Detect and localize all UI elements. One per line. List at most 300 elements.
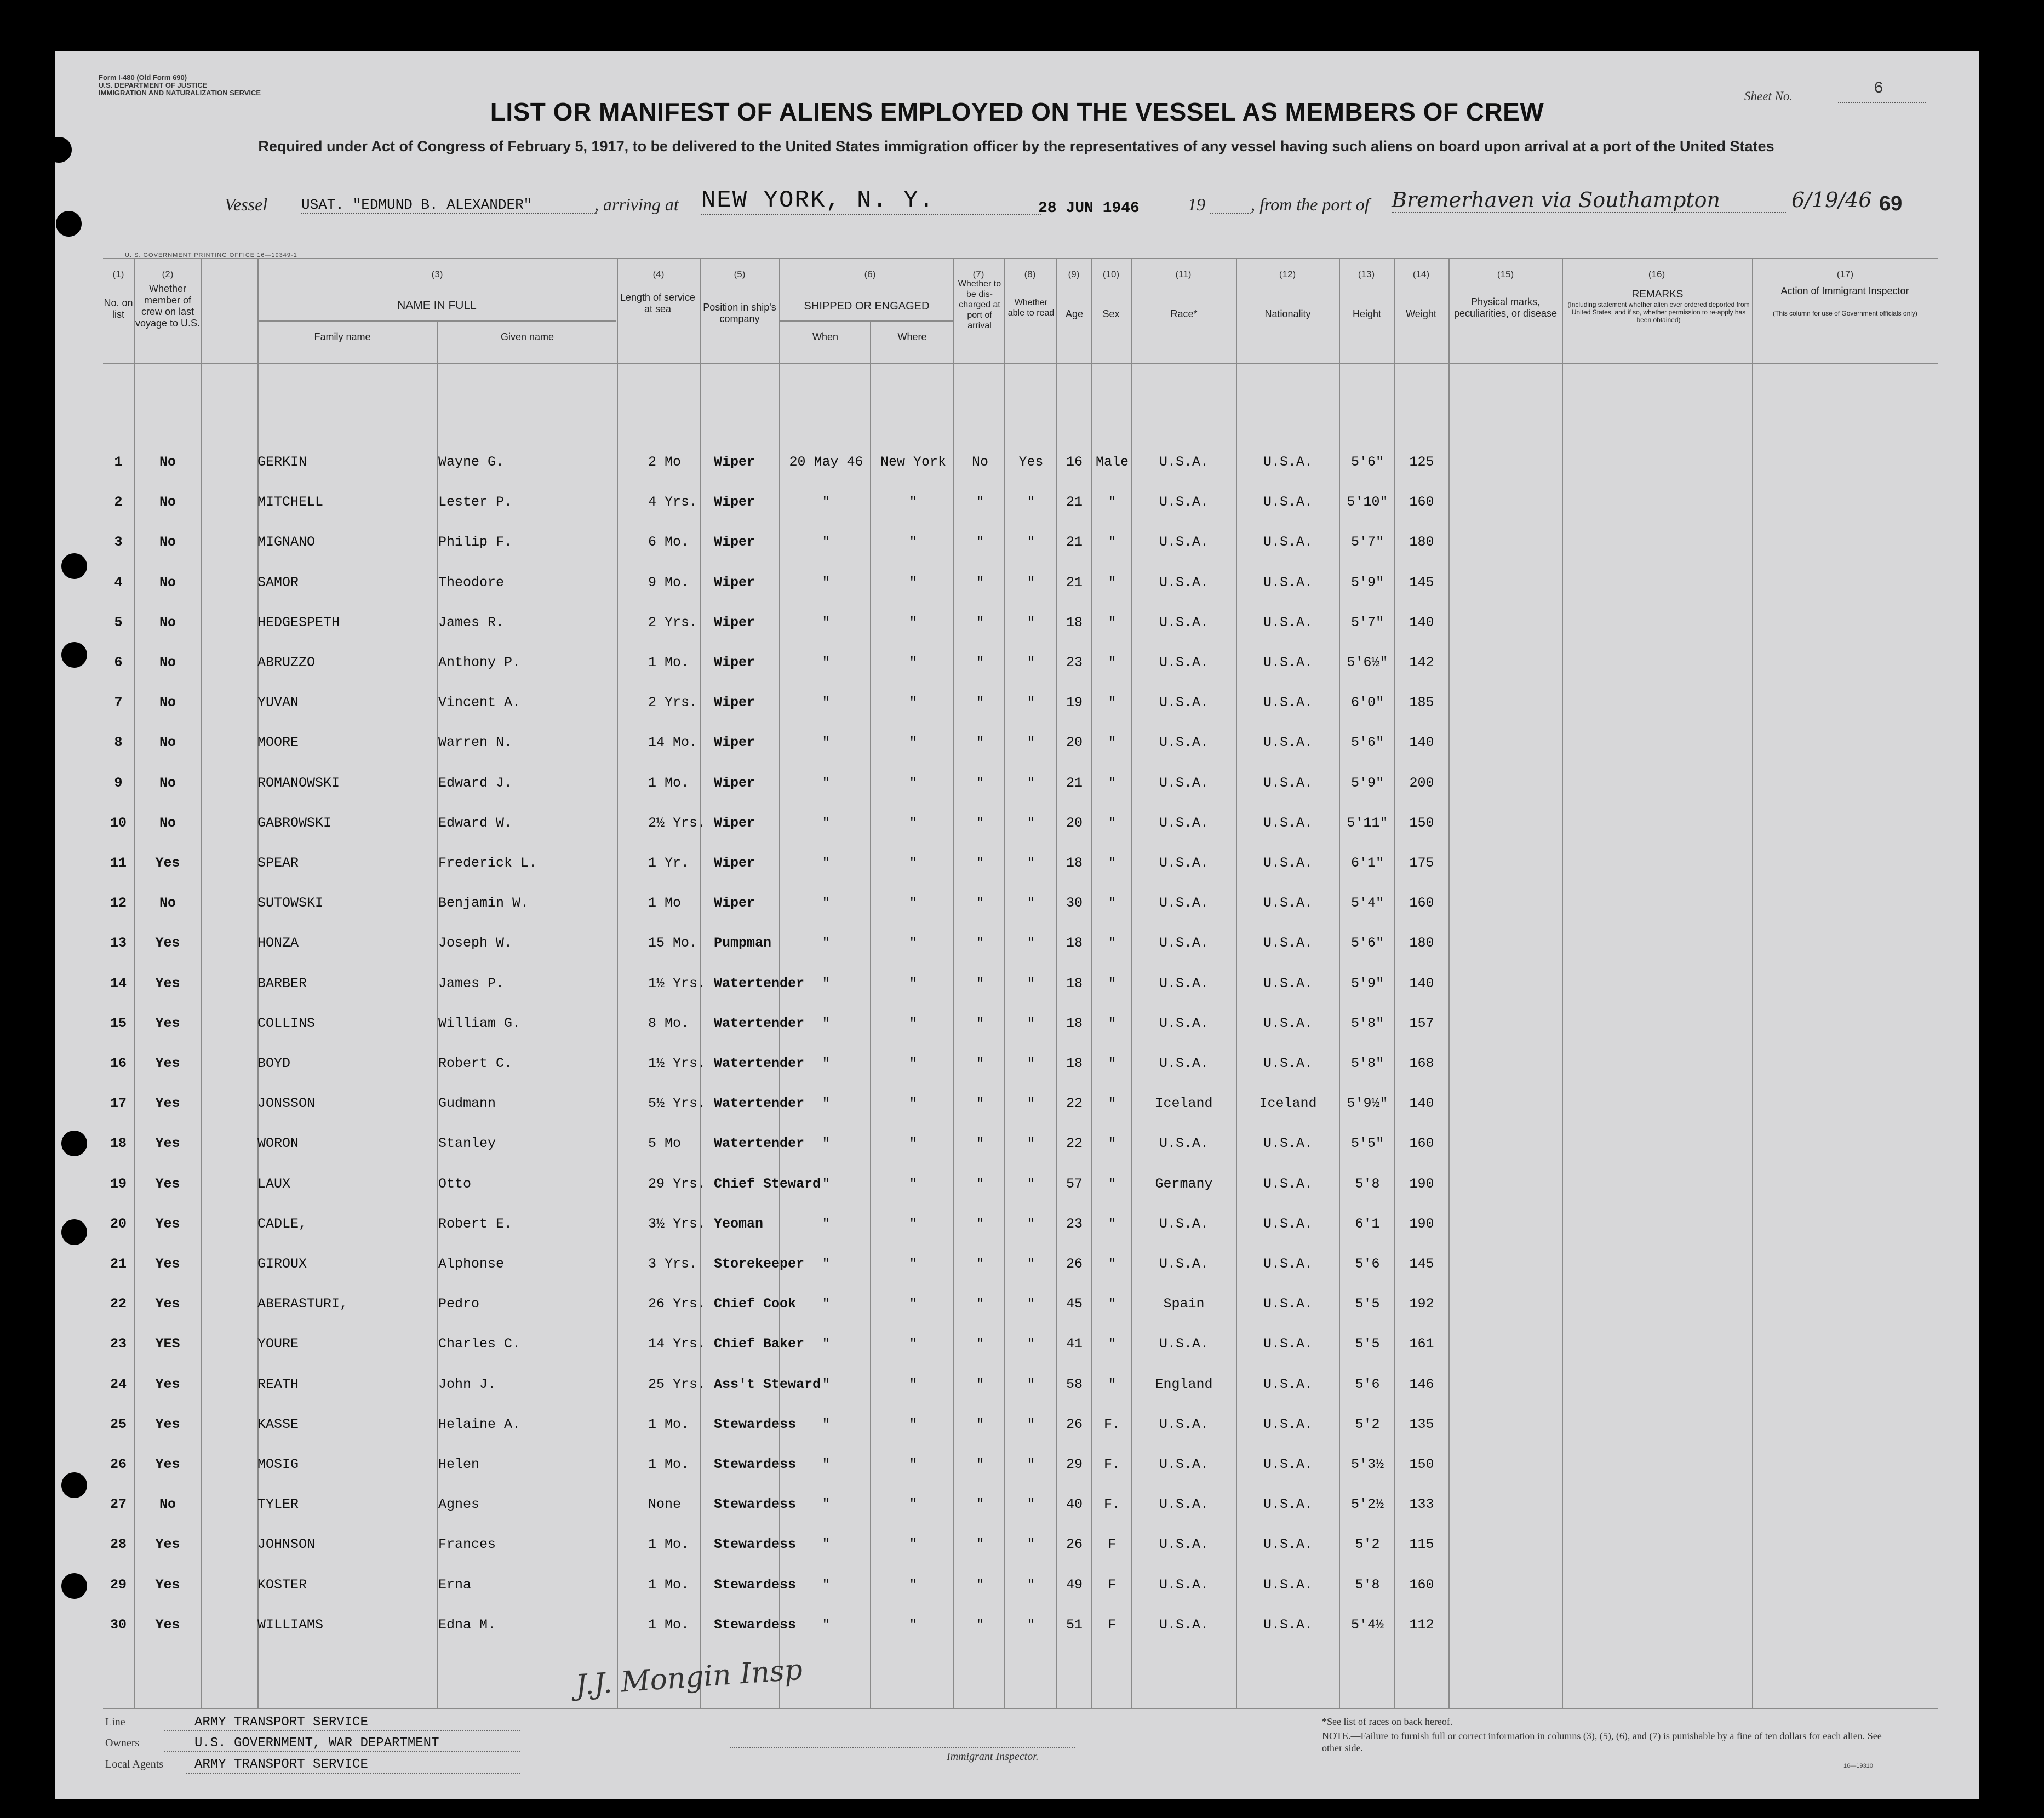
discharged-cell: " (976, 574, 984, 590)
given-name-cell: Frederick L. (438, 855, 537, 871)
table-row (103, 886, 1938, 926)
age-cell: 21 (1066, 574, 1083, 590)
table-row (103, 967, 1938, 1007)
service-length-cell: 1 Mo. (648, 1416, 690, 1432)
able-to-read-cell: " (1027, 1336, 1035, 1352)
service-length-cell: 4 Yrs. (648, 494, 698, 511)
service-length-cell: 1 Yr. (648, 855, 690, 871)
age-cell: 22 (1066, 1096, 1083, 1112)
punch-hole (61, 1219, 87, 1245)
service-length-cell: 5 Mo (648, 1135, 682, 1152)
sex-cell: " (1108, 1015, 1117, 1031)
last-voyage-cell: No (159, 534, 176, 550)
last-voyage-cell: No (159, 775, 176, 791)
table-row (103, 806, 1938, 846)
nationality-cell: U.S.A. (1263, 614, 1313, 630)
able-to-read-cell: " (1027, 895, 1035, 911)
able-to-read-cell: " (1027, 1256, 1035, 1272)
given-name-cell: Frances (438, 1536, 496, 1553)
able-to-read-cell: " (1027, 735, 1035, 751)
table-row (103, 846, 1938, 886)
shipped-where-cell: " (909, 1496, 918, 1513)
height-cell: 5'2 (1355, 1536, 1380, 1553)
height-cell: 6'0" (1350, 695, 1384, 711)
position-cell: Wiper (714, 655, 755, 670)
row-number: 2 (114, 494, 123, 511)
col-header-age: Age (1065, 308, 1084, 319)
table-row (103, 1488, 1938, 1528)
sex-cell: " (1108, 574, 1117, 590)
col-header-able-to-read: Whether able to read (1007, 298, 1055, 318)
table-row (103, 686, 1938, 726)
column-number: (1) (112, 269, 124, 279)
age-cell: 26 (1066, 1256, 1083, 1272)
row-number: 19 (110, 1175, 127, 1192)
position-cell: Wiper (714, 614, 755, 630)
discharged-cell: " (976, 855, 984, 871)
shipped-when-cell: 20 May 46 (789, 454, 863, 470)
row-number: 6 (114, 655, 123, 670)
sex-cell: " (1108, 614, 1117, 630)
sex-cell: " (1108, 695, 1117, 711)
race-cell: U.S.A. (1159, 574, 1209, 590)
given-name-cell: Vincent A. (438, 695, 521, 711)
height-cell: 5'5 (1355, 1296, 1380, 1312)
family-name-cell: COLLINS (257, 1015, 316, 1031)
shipped-when-cell: " (822, 655, 831, 670)
shipped-when-cell: " (822, 1135, 831, 1152)
able-to-read-cell: " (1027, 1456, 1035, 1472)
weight-cell: 160 (1409, 494, 1434, 511)
weight-cell: 140 (1409, 975, 1434, 991)
position-cell: Storekeeper (714, 1256, 805, 1272)
service-length-cell: 1 Mo (648, 895, 682, 911)
discharged-cell: " (976, 935, 984, 951)
able-to-read-cell: " (1027, 655, 1035, 670)
position-cell: Watertender (714, 1015, 805, 1031)
family-name-cell: YUVAN (257, 695, 299, 711)
shipped-where-cell: " (909, 1135, 918, 1152)
discharged-cell: " (976, 815, 984, 831)
column-number: (6) (864, 269, 876, 279)
col-header-weight: Weight (1406, 308, 1436, 319)
height-cell: 5'8 (1355, 1576, 1380, 1593)
weight-cell: 115 (1409, 1536, 1434, 1553)
row-number: 24 (110, 1376, 127, 1392)
service-length-cell: 15 Mo. (648, 935, 698, 951)
weight-cell: 160 (1409, 1135, 1434, 1152)
col-header-position: Position in ship's company (703, 302, 776, 324)
race-cell: U.S.A. (1159, 895, 1209, 911)
height-cell: 5'9" (1350, 975, 1384, 991)
position-cell: Stewardess (714, 1576, 797, 1593)
height-cell: 5'4" (1350, 895, 1384, 911)
last-voyage-cell: No (159, 614, 176, 630)
last-voyage-cell: No (159, 655, 176, 670)
service-length-cell: None (648, 1496, 682, 1513)
height-cell: 5'5 (1355, 1336, 1380, 1352)
family-name-cell: SPEAR (257, 855, 299, 871)
race-cell: U.S.A. (1159, 1135, 1209, 1152)
shipped-where-cell: " (909, 1416, 918, 1432)
shipped-when-cell: " (822, 975, 831, 991)
service-length-cell: 2 Mo (648, 454, 682, 470)
shipped-where-cell: " (909, 534, 918, 550)
shipped-where-cell: " (909, 1096, 918, 1112)
shipped-when-cell: " (822, 815, 831, 831)
weight-cell: 135 (1409, 1416, 1434, 1432)
row-number: 15 (110, 1015, 127, 1031)
position-cell: Wiper (714, 695, 755, 711)
row-number: 28 (110, 1536, 127, 1553)
service-length-cell: 1 Mo. (648, 655, 690, 670)
nationality-cell: U.S.A. (1263, 574, 1313, 590)
sex-cell: " (1108, 1296, 1117, 1312)
last-voyage-cell: Yes (155, 1015, 180, 1031)
family-name-cell: MITCHELL (257, 494, 324, 511)
column-number: (10) (1102, 269, 1120, 279)
service-length-cell: 1½ Yrs. (648, 975, 706, 991)
shipped-when-cell: " (822, 1416, 831, 1432)
arriving-port: NEW YORK, N. Y. (701, 187, 1041, 215)
vessel-label: Vessel (225, 194, 268, 214)
shipped-when-cell: " (822, 1496, 831, 1513)
sex-cell: F (1108, 1616, 1117, 1633)
height-cell: 5'6 (1355, 1256, 1380, 1272)
nationality-cell: U.S.A. (1263, 1416, 1313, 1432)
nationality-cell: Iceland (1259, 1096, 1317, 1112)
family-name-cell: CADLE, (257, 1215, 307, 1232)
height-cell: 5'6" (1350, 735, 1384, 751)
race-cell: U.S.A. (1159, 1536, 1209, 1553)
sex-cell: " (1108, 494, 1117, 511)
shipped-when-cell: " (822, 1296, 831, 1312)
manifest-sheet (55, 51, 1979, 1799)
col-header-height: Height (1352, 308, 1382, 319)
shipped-where-cell: " (909, 614, 918, 630)
column-number: (17) (1836, 269, 1854, 279)
race-cell: Iceland (1155, 1096, 1213, 1112)
position-cell: Yeoman (714, 1215, 764, 1232)
race-cell: U.S.A. (1159, 1256, 1209, 1272)
given-name-cell: Robert C. (438, 1056, 513, 1071)
service-length-cell: 14 Yrs. (648, 1336, 706, 1352)
height-cell: 5'4½ (1350, 1616, 1384, 1633)
race-cell: U.S.A. (1159, 975, 1209, 991)
nationality-cell: U.S.A. (1263, 775, 1313, 791)
last-voyage-cell: Yes (155, 1416, 180, 1432)
family-name-cell: HONZA (257, 935, 299, 951)
row-number: 23 (110, 1336, 127, 1352)
table-row (103, 1287, 1938, 1327)
table-row (103, 726, 1938, 766)
discharged-cell: " (976, 735, 984, 751)
shipped-where-cell: " (909, 655, 918, 670)
able-to-read-cell: " (1027, 815, 1035, 831)
year-line (1210, 213, 1251, 214)
weight-cell: 192 (1409, 1296, 1434, 1312)
race-cell: Germany (1155, 1175, 1213, 1192)
weight-cell: 180 (1409, 935, 1434, 951)
nationality-cell: U.S.A. (1263, 895, 1313, 911)
height-cell: 5'2½ (1350, 1496, 1384, 1513)
nationality-cell: U.S.A. (1263, 1135, 1313, 1152)
service-length-cell: 26 Yrs. (648, 1296, 706, 1312)
able-to-read-cell: " (1027, 1416, 1035, 1432)
family-name-cell: MOSIG (257, 1456, 299, 1472)
race-cell: U.S.A. (1159, 775, 1209, 791)
column-number: (16) (1648, 269, 1665, 279)
sex-cell: " (1108, 975, 1117, 991)
discharged-cell: " (976, 1215, 984, 1232)
last-voyage-cell: Yes (155, 1056, 180, 1071)
col-header-when: When (812, 331, 839, 342)
able-to-read-cell: " (1027, 534, 1035, 550)
able-to-read-cell: Yes (1018, 454, 1044, 470)
nationality-cell: U.S.A. (1263, 1296, 1313, 1312)
service-length-cell: 1 Mo. (648, 1576, 690, 1593)
race-cell: U.S.A. (1159, 1616, 1209, 1633)
shipped-where-cell: " (909, 1616, 918, 1633)
weight-cell: 140 (1409, 614, 1434, 630)
weight-cell: 146 (1409, 1376, 1434, 1392)
able-to-read-cell: " (1027, 695, 1035, 711)
nationality-cell: U.S.A. (1263, 935, 1313, 951)
discharged-cell: " (976, 1175, 984, 1192)
age-cell: 18 (1066, 935, 1083, 951)
nationality-cell: U.S.A. (1263, 494, 1313, 511)
table-row (103, 1448, 1938, 1488)
nationality-cell: U.S.A. (1263, 695, 1313, 711)
able-to-read-cell: " (1027, 614, 1035, 630)
age-cell: 18 (1066, 855, 1083, 871)
weight-cell: 157 (1409, 1015, 1434, 1031)
discharged-cell: " (976, 614, 984, 630)
weight-cell: 160 (1409, 895, 1434, 911)
height-cell: 5'6 (1355, 1376, 1380, 1392)
height-cell: 5'2 (1355, 1416, 1380, 1432)
race-cell: U.S.A. (1159, 1496, 1209, 1513)
sheet-number-label: Sheet No. (1744, 89, 1793, 103)
sex-cell: " (1108, 534, 1117, 550)
position-cell: Wiper (714, 735, 755, 751)
age-cell: 18 (1066, 614, 1083, 630)
discharged-cell: " (976, 895, 984, 911)
col-header-last-voyage: Whether member of crew on last voyage to U.S. (135, 283, 201, 329)
discharged-cell: " (976, 1616, 984, 1633)
agents-underline (186, 1773, 520, 1774)
row-number: 27 (110, 1496, 127, 1513)
last-voyage-cell: Yes (155, 1376, 180, 1392)
last-voyage-cell: Yes (155, 1215, 180, 1232)
race-cell: U.S.A. (1159, 1056, 1209, 1071)
weight-cell: 180 (1409, 534, 1434, 550)
shipped-when-cell: " (822, 1015, 831, 1031)
discharged-cell: " (976, 1456, 984, 1472)
row-number: 9 (114, 775, 123, 791)
shipped-where-cell: " (909, 735, 918, 751)
race-cell: Spain (1163, 1296, 1205, 1312)
height-cell: 5'6½" (1347, 655, 1388, 670)
weight-cell: 112 (1409, 1616, 1434, 1633)
shipped-where-cell: " (909, 815, 918, 831)
nationality-cell: U.S.A. (1263, 735, 1313, 751)
punch-hole (61, 642, 87, 668)
last-voyage-cell: Yes (155, 1296, 180, 1312)
nationality-cell: U.S.A. (1263, 1376, 1313, 1392)
last-voyage-cell: Yes (155, 1256, 180, 1272)
line-underline (164, 1730, 520, 1731)
weight-cell: 140 (1409, 735, 1434, 751)
table-row (103, 646, 1938, 686)
last-voyage-cell: Yes (155, 975, 180, 991)
last-voyage-cell: Yes (155, 935, 180, 951)
last-voyage-cell: Yes (155, 1175, 180, 1192)
weight-cell: 190 (1409, 1215, 1434, 1232)
line-label: Line (105, 1716, 125, 1728)
table-row (103, 1007, 1938, 1047)
row-number: 11 (110, 855, 127, 871)
nationality-cell: U.S.A. (1263, 1056, 1313, 1071)
weight-cell: 150 (1409, 1456, 1434, 1472)
family-name-cell: LAUX (257, 1175, 291, 1192)
height-cell: 5'7" (1350, 534, 1384, 550)
age-cell: 23 (1066, 1215, 1083, 1232)
table-bottom-rule (103, 1708, 1938, 1709)
given-name-cell: John J. (438, 1376, 496, 1392)
race-cell: U.S.A. (1159, 655, 1209, 670)
nationality-cell: U.S.A. (1263, 975, 1313, 991)
row-number: 16 (110, 1056, 127, 1071)
last-voyage-cell: Yes (155, 1456, 180, 1472)
discharged-cell: " (976, 1256, 984, 1272)
sex-cell: F. (1103, 1456, 1120, 1472)
family-name-cell: ABRUZZO (257, 655, 316, 670)
discharged-cell: " (976, 1296, 984, 1312)
col-header-sex: Sex (1102, 308, 1120, 319)
race-cell: U.S.A. (1159, 614, 1209, 630)
last-voyage-cell: Yes (155, 1135, 180, 1152)
table-row (103, 766, 1938, 806)
able-to-read-cell: " (1027, 1015, 1035, 1031)
last-voyage-cell: No (159, 895, 176, 911)
row-number: 13 (110, 935, 127, 951)
weight-cell: 200 (1409, 775, 1434, 791)
weight-cell: 175 (1409, 855, 1434, 871)
given-name-cell: Anthony P. (438, 655, 521, 670)
able-to-read-cell: " (1027, 1616, 1035, 1633)
row-number: 7 (114, 695, 123, 711)
table-row (103, 1528, 1938, 1568)
table-row (103, 1247, 1938, 1287)
column-number: (13) (1358, 269, 1375, 279)
local-agents-label: Local Agents (105, 1758, 164, 1770)
service-length-cell: 5½ Yrs. (648, 1096, 706, 1112)
position-cell: Wiper (714, 494, 755, 511)
weight-cell: 190 (1409, 1175, 1434, 1192)
punch-hole (61, 1131, 87, 1156)
row-number: 8 (114, 735, 123, 751)
row-number: 29 (110, 1576, 127, 1593)
age-cell: 45 (1066, 1296, 1083, 1312)
nationality-cell: U.S.A. (1263, 1175, 1313, 1192)
race-cell: U.S.A. (1159, 935, 1209, 951)
immigrant-inspector-label: Immigrant Inspector. (947, 1751, 1039, 1763)
sex-cell: " (1108, 1056, 1117, 1071)
discharged-cell: " (976, 494, 984, 511)
nationality-cell: U.S.A. (1263, 1496, 1313, 1513)
position-cell: Watertender (714, 1056, 805, 1071)
position-cell: Wiper (714, 454, 755, 470)
column-number: (5) (734, 269, 746, 279)
race-cell: U.S.A. (1159, 1336, 1209, 1352)
shipped-where-cell: " (909, 1215, 918, 1232)
position-cell: Stewardess (714, 1416, 797, 1432)
sex-cell: " (1108, 895, 1117, 911)
given-name-cell: Philip F. (438, 534, 513, 550)
date-stamp: 28 JUN 1946 (1038, 200, 1140, 217)
nationality-cell: U.S.A. (1263, 855, 1313, 871)
height-cell: 5'9½" (1347, 1096, 1388, 1112)
given-name-cell: Theodore (438, 574, 505, 590)
last-voyage-cell: Yes (155, 855, 180, 871)
nationality-cell: U.S.A. (1263, 655, 1313, 670)
given-name-cell: Warren N. (438, 735, 513, 751)
column-number: (3) (431, 269, 443, 279)
service-length-cell: 2½ Yrs. (648, 815, 706, 831)
able-to-read-cell: " (1027, 1376, 1035, 1392)
position-cell: Stewardess (714, 1616, 797, 1633)
last-voyage-cell: No (159, 494, 176, 511)
sex-cell: " (1108, 1336, 1117, 1352)
form-code: 16—19310 (1843, 1763, 1873, 1769)
age-cell: 51 (1066, 1616, 1083, 1633)
given-name-cell: James P. (438, 975, 505, 991)
discharged-cell: " (976, 1376, 984, 1392)
last-voyage-cell: Yes (155, 1616, 180, 1633)
shipped-when-cell: " (822, 895, 831, 911)
nationality-cell: U.S.A. (1263, 1336, 1313, 1352)
last-voyage-cell: No (159, 735, 176, 751)
given-name-cell: William G. (438, 1015, 521, 1031)
shipped-when-cell: " (822, 614, 831, 630)
family-name-cell: GERKIN (257, 454, 307, 470)
table-row (103, 445, 1938, 485)
weight-cell: 125 (1409, 454, 1434, 470)
shipped-where-cell: " (909, 1296, 918, 1312)
family-name-cell: TYLER (257, 1496, 299, 1513)
age-cell: 58 (1066, 1376, 1083, 1392)
last-voyage-cell: YES (155, 1336, 180, 1352)
sheet-number-value: 6 (1874, 79, 1884, 98)
given-name-cell: James R. (438, 614, 505, 630)
position-cell: Wiper (714, 815, 755, 831)
shipped-where-cell: " (909, 1536, 918, 1553)
crew-table (103, 258, 1938, 1737)
service-length-cell: 2 Yrs. (648, 614, 698, 630)
shipped-when-cell: " (822, 1215, 831, 1232)
given-name-cell: Helen (438, 1456, 480, 1472)
race-cell: U.S.A. (1159, 695, 1209, 711)
row-number: 26 (110, 1456, 127, 1472)
nationality-cell: U.S.A. (1263, 1616, 1313, 1633)
header-bottom-rule (103, 363, 1938, 364)
family-name-cell: GABROWSKI (257, 815, 332, 831)
weight-cell: 145 (1409, 574, 1434, 590)
shipped-where-cell: New York (880, 454, 947, 470)
table-row (103, 1408, 1938, 1448)
row-number: 5 (114, 614, 123, 630)
